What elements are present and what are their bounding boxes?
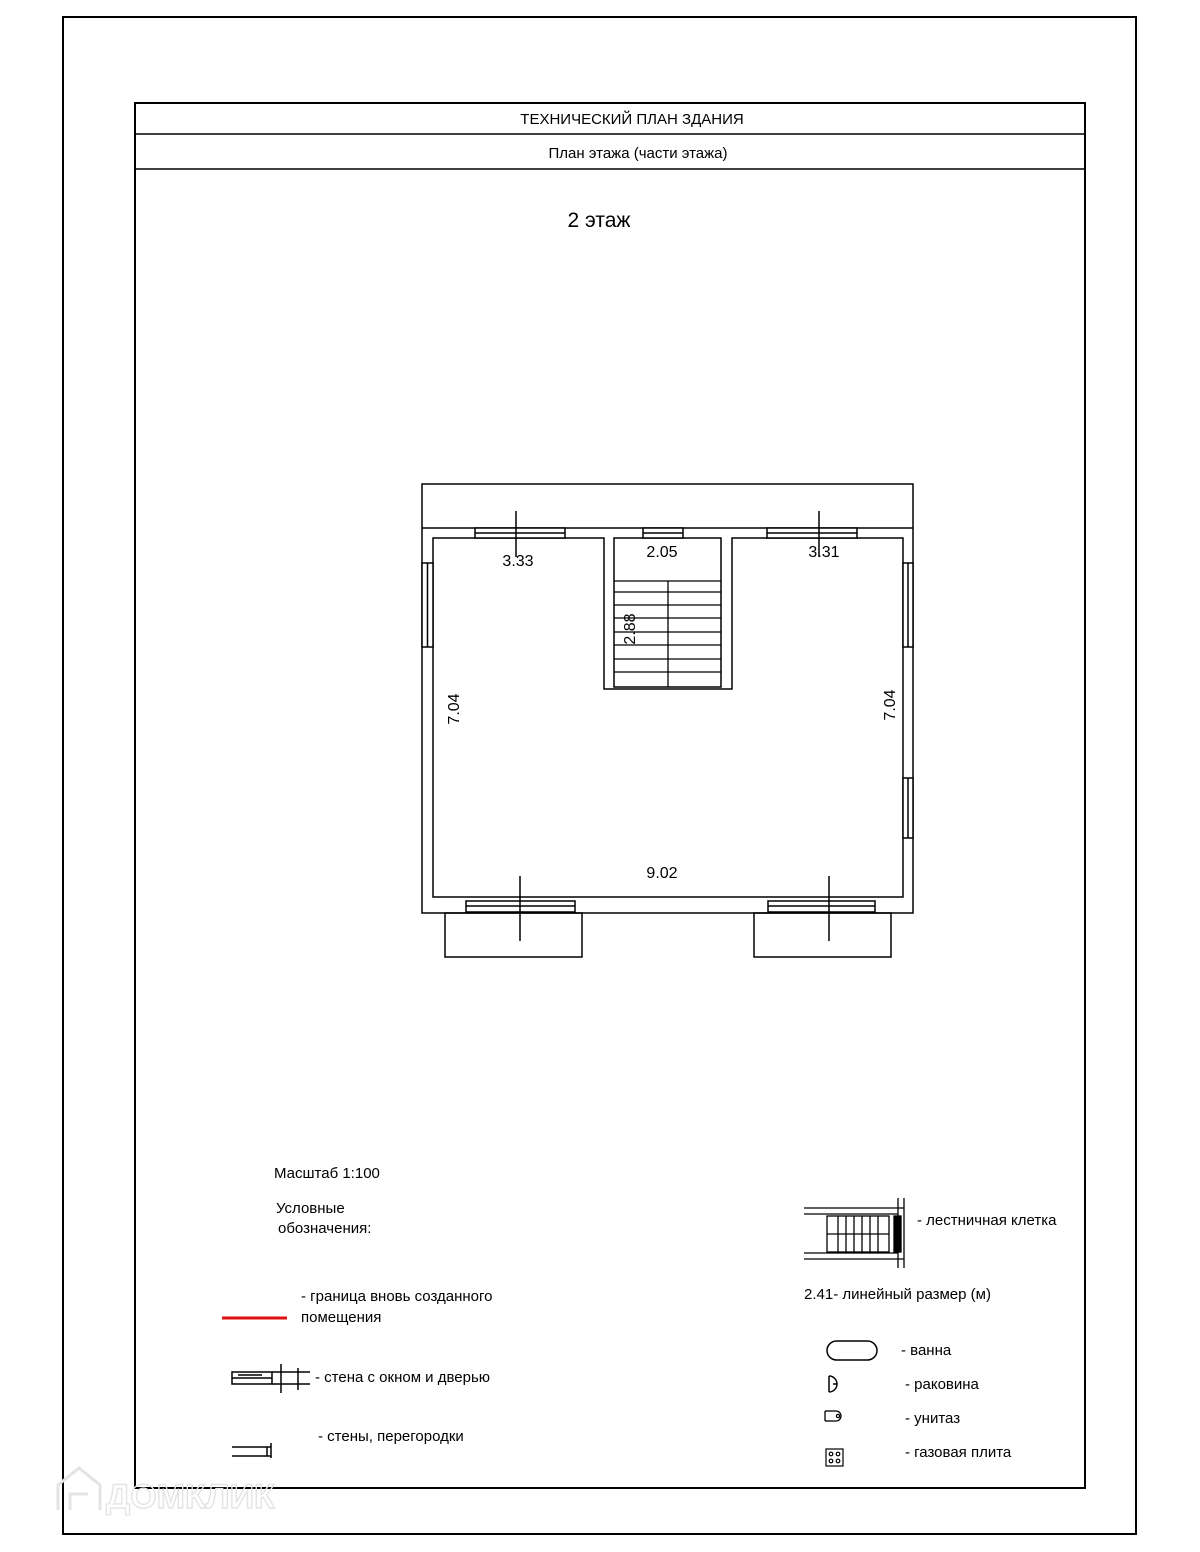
gas-stove-icon xyxy=(826,1449,843,1466)
window-right-wall-lower xyxy=(903,778,913,838)
legend-sink-text: - раковина xyxy=(905,1376,979,1393)
window-bottom-right xyxy=(768,901,875,912)
floor-label: 2 этаж xyxy=(567,209,631,232)
legend-linear-size: 2.41- линейный размер (м) xyxy=(804,1286,991,1303)
window-left-wall xyxy=(422,563,433,647)
legend-title-line1: Условные xyxy=(276,1200,345,1217)
legend-walls-icon xyxy=(232,1443,271,1458)
watermark-text: ДОМКЛИК xyxy=(106,1478,275,1516)
toilet-icon xyxy=(825,1411,841,1421)
legend-boundary-text-1: - граница вновь созданного xyxy=(301,1288,493,1305)
dim-stair-length: 2.88 xyxy=(622,613,639,645)
dim-left-height: 7.04 xyxy=(446,693,463,725)
window-top-left xyxy=(475,528,565,538)
document-title: ТЕХНИЧЕСКИЙ ПЛАН ЗДАНИЯ xyxy=(520,111,744,128)
legend-title-line2: обозначения: xyxy=(278,1220,372,1237)
outer-frame xyxy=(63,17,1136,1534)
legend-bath-text: - ванна xyxy=(901,1342,952,1359)
balcony-right xyxy=(754,913,891,957)
legend-boundary-text-2: помещения xyxy=(301,1309,382,1326)
dim-room-left-width: 3.33 xyxy=(502,553,534,570)
window-right-wall-upper xyxy=(903,563,913,647)
window-top-middle xyxy=(643,528,683,538)
sink-icon xyxy=(829,1376,837,1392)
document-subtitle: План этажа (части этажа) xyxy=(548,145,728,162)
legend-wall-window-door-icon xyxy=(232,1364,310,1393)
dim-room-right-width: 3.31 xyxy=(808,544,840,561)
watermark-house-icon xyxy=(58,1468,100,1510)
legend-walls-text: - стены, перегородки xyxy=(318,1428,464,1445)
legend-scale: Масштаб 1:100 xyxy=(274,1165,380,1182)
watermark xyxy=(58,1468,275,1516)
legend-gas-stove-text: - газовая плита xyxy=(905,1444,1012,1461)
window-top-right xyxy=(767,528,857,538)
inner-frame xyxy=(135,103,1085,1488)
bath-icon xyxy=(827,1341,877,1360)
legend-staircase-icon xyxy=(804,1198,904,1268)
dim-total-width: 9.02 xyxy=(646,865,678,882)
dim-stair-width: 2.05 xyxy=(646,544,678,561)
balcony-left xyxy=(445,913,582,957)
legend-staircase-text: - лестничная клетка xyxy=(917,1212,1057,1229)
dim-right-height: 7.04 xyxy=(882,689,899,721)
legend-toilet-text: - унитаз xyxy=(905,1410,961,1427)
legend-wall-window-door-text: - стена с окном и дверью xyxy=(315,1369,491,1386)
legend xyxy=(222,1165,1057,1466)
